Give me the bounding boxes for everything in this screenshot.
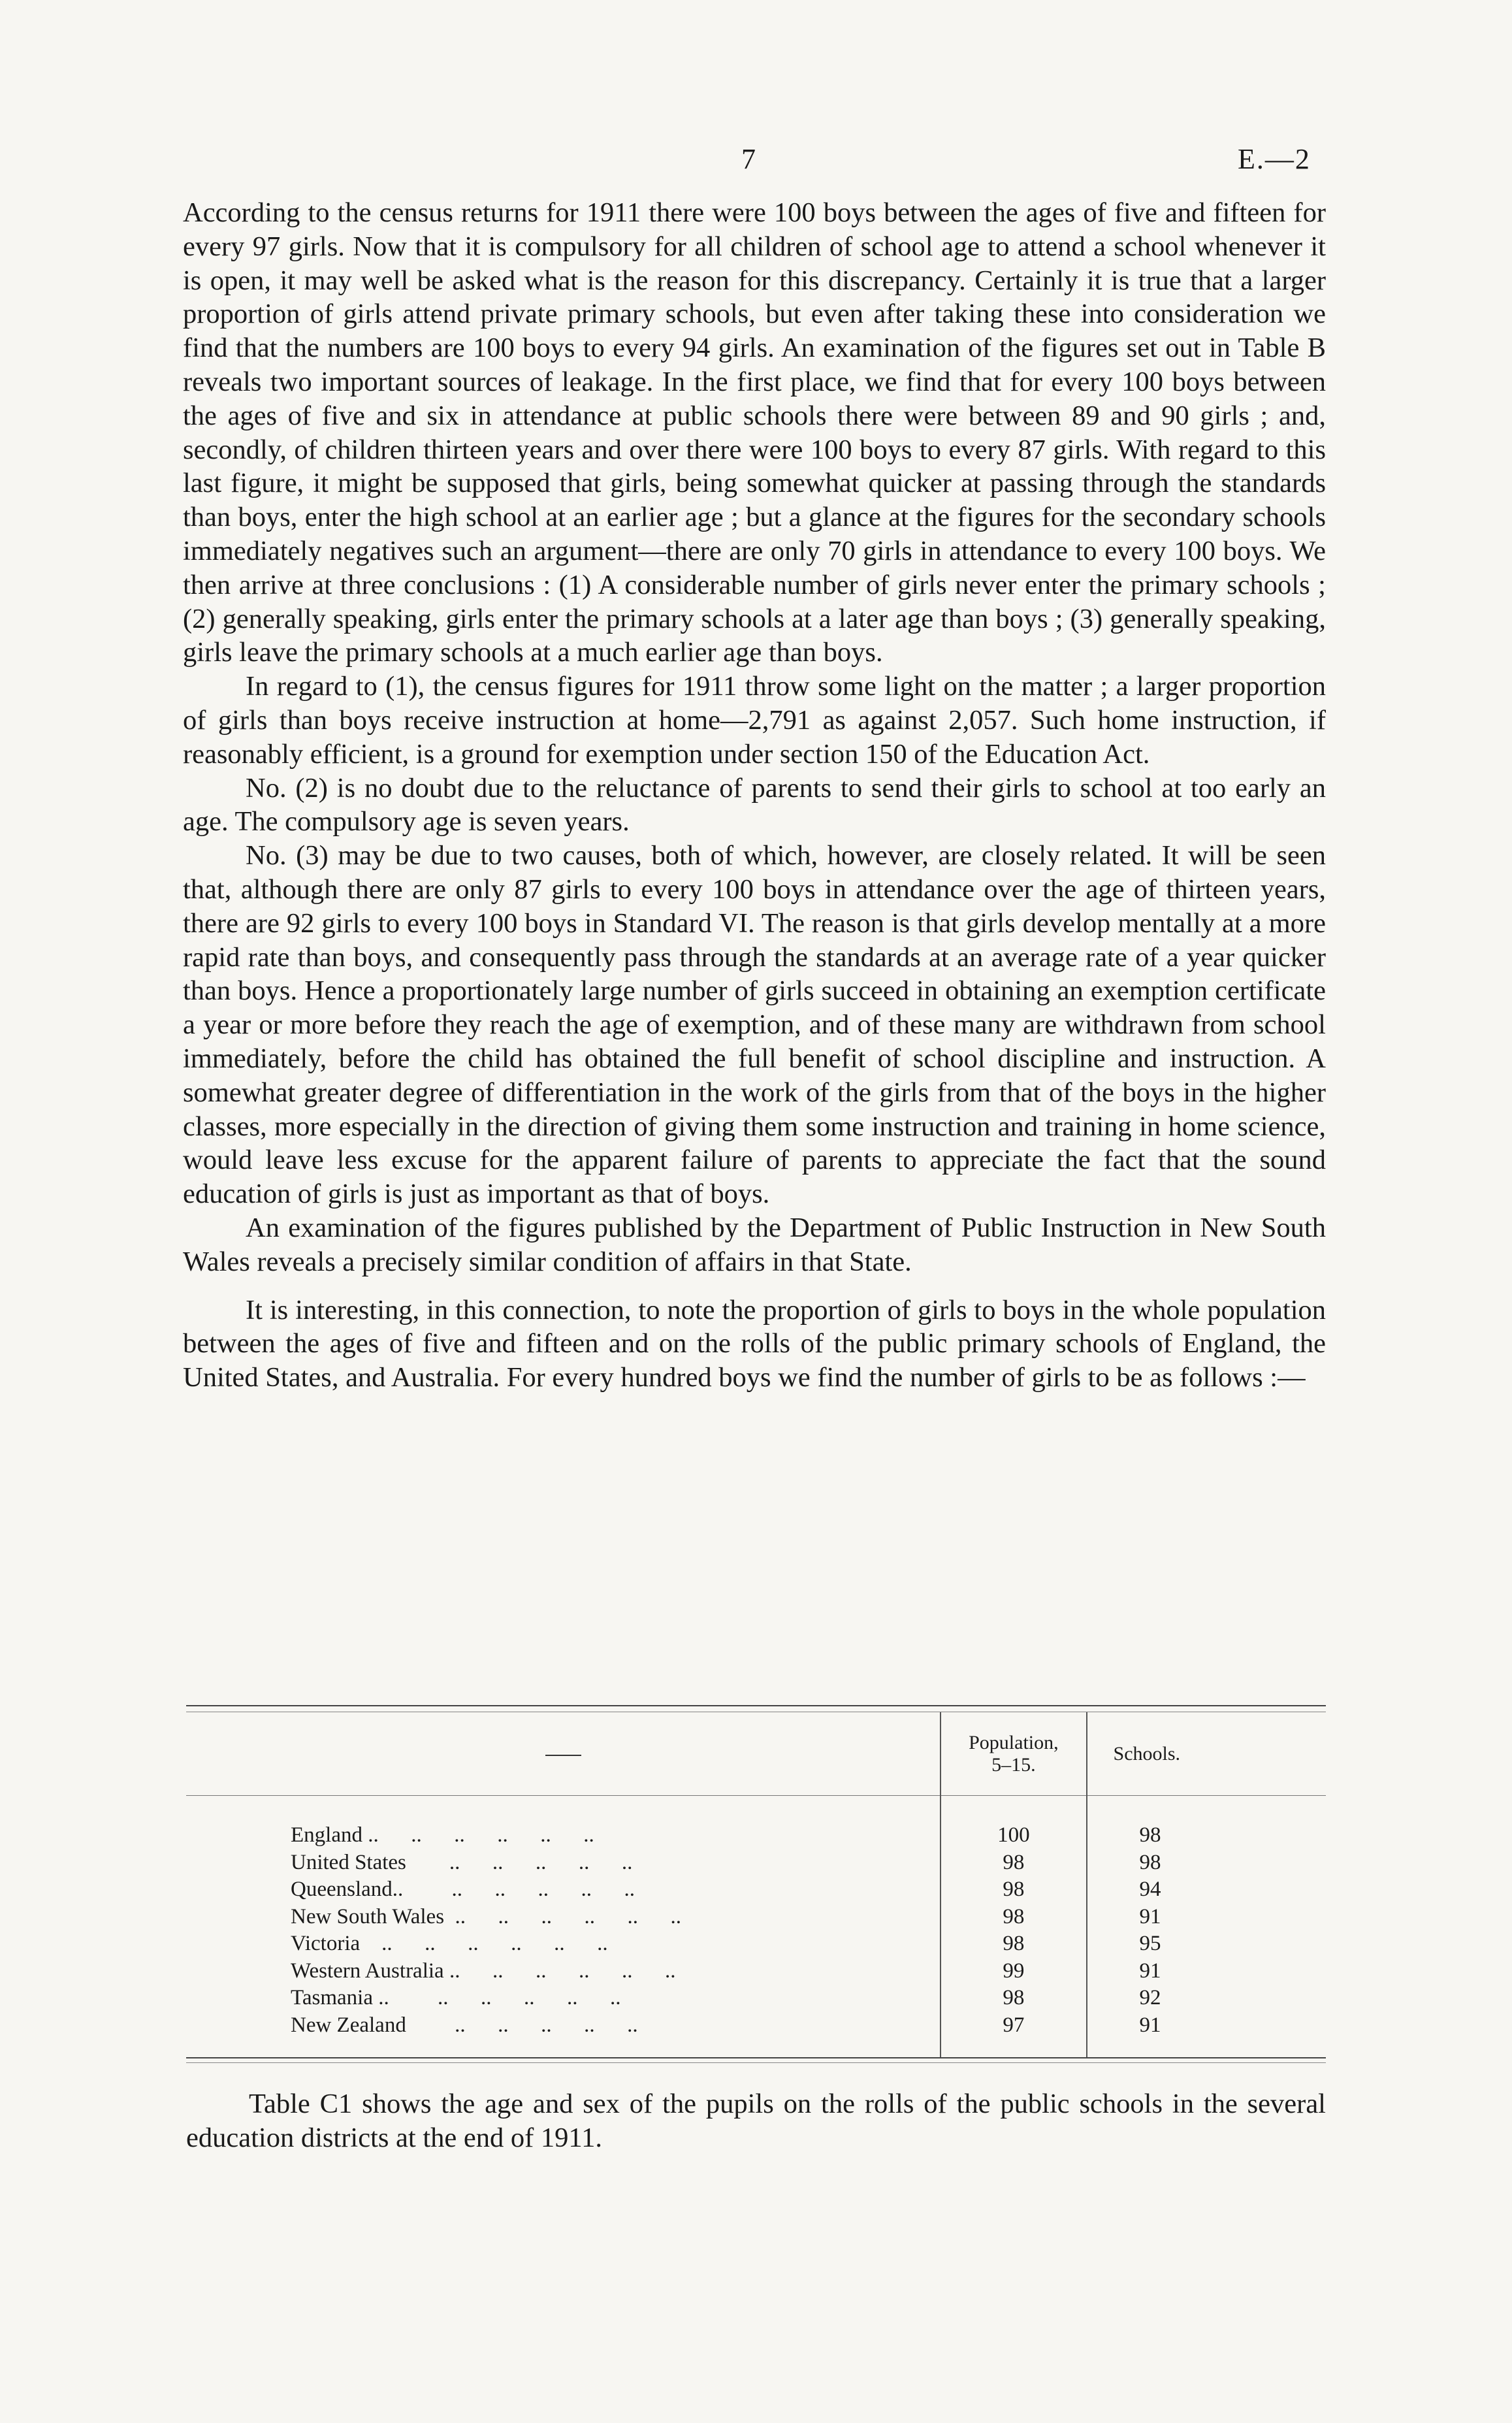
row-name: Queensland..	[291, 1878, 404, 1901]
row-schools: 91	[1139, 2013, 1161, 2037]
row-leader: .. .. .. .. ..	[403, 1878, 635, 1901]
document-code: E.—2	[1238, 143, 1311, 175]
row-schools: 98	[1139, 1823, 1161, 1847]
table-row	[186, 1904, 1326, 1931]
row-schools: 92	[1139, 1986, 1161, 2009]
row-leader: .. .. .. .. ..	[406, 1850, 633, 1874]
row-population: 100	[941, 1822, 1086, 1849]
table-row	[186, 1876, 1326, 1904]
table-row	[186, 1849, 1326, 1877]
proportion-table	[186, 1705, 1326, 2063]
row-leader: .. .. .. .. .. ..	[444, 1904, 682, 1928]
row-population: 98	[941, 1849, 1086, 1877]
header-population	[941, 1712, 1086, 1796]
row-schools: 91	[1139, 1959, 1161, 1983]
paragraph-nsw: An examination of the figures published by the Department of Public Instruction in New South Wales reveals a precisely similar condition of affairs in that State.	[183, 1212, 1326, 1277]
table-bottom-rule	[186, 2057, 1326, 2063]
row-population: 99	[941, 1958, 1086, 1985]
row-leader: .. .. .. .. ..	[389, 1986, 621, 2009]
paragraph-regard-1: In regard to (1), the census figures for 1911 throw some light on the matter ; a larger proportion of girls than boys receive instruction at home—2,791 as against 2,057. Such home instruction, if reasonably efficient, is a ground for exemption under section 150 of the Education Act.	[183, 671, 1326, 770]
body-text	[183, 196, 1326, 1395]
table-top-rule	[186, 1705, 1326, 1712]
closing-text	[186, 2087, 1326, 2155]
table-row	[186, 1985, 1326, 2012]
row-name: England	[291, 1823, 362, 1847]
row-population: 97	[941, 2012, 1086, 2040]
table-row	[186, 1958, 1326, 1985]
row-population: 98	[941, 1930, 1086, 1958]
row-schools: 95	[1139, 1932, 1161, 1955]
row-name: Victoria	[291, 1932, 361, 1955]
row-leader: .. .. .. .. .. ..	[360, 1932, 608, 1955]
row-population: 98	[941, 1876, 1086, 1904]
row-leader: .. .. .. .. .. ..	[362, 1823, 594, 1847]
table-row	[186, 2012, 1326, 2040]
table-row	[186, 1930, 1326, 1958]
header-population-line1: Population,	[969, 1731, 1059, 1753]
row-schools: 91	[1139, 1904, 1161, 1928]
row-leader: .. .. .. .. ..	[406, 2013, 638, 2037]
page-number: 7	[741, 143, 756, 175]
paragraph-interesting: It is interesting, in this connection, to note the proportion of girls to boys in the whole population between the ages of five and fifteen and on the rolls of the public primary schools of England, the United States, and Australia. For every hundred boys we find the number of girls to be as follows :—	[183, 1294, 1326, 1393]
row-name: Tasmania ..	[291, 1986, 389, 2009]
table-row	[186, 1822, 1326, 1849]
row-name: United States	[291, 1850, 406, 1874]
paragraph-no-2: No. (2) is no doubt due to the reluctance of parents to send their girls to school at too early an age. The compulsory age is seven years.	[183, 772, 1326, 837]
row-population: 98	[941, 1985, 1086, 2012]
row-schools: 98	[1139, 1850, 1161, 1874]
row-name: New Zealand	[291, 2013, 406, 2037]
paragraph-no-3: No. (3) may be due to two causes, both of which, however, are closely related. It will be seen that, although there are only 87 girls to every 100 boys in attendance over the age of thirteen years, there are 92 girls to every 100 boys in Standard VI. The reason is that girls develop mentally at a more rapid rate than boys, and consequently pass through the standards at an average rate of a year quicker than boys. Hence a proportionately large number of girls succeed in obtaining an exemption certificate a year or more before they reach the age of exemption, and of these many are withdrawn from school immediately, before the child has obtained the full benefit of school discipline and instruction. A somewhat greater degree of differentiation in the work of the girls from that of the boys in the higher classes, more especially in the direction of giving them some instruction and training in home science, would leave less excuse for the apparent failure of parents to appreciate the fact that the sound education of girls is just as important as that of boys.	[183, 840, 1326, 1210]
dash-mark	[545, 1755, 581, 1756]
table-header-blank	[186, 1712, 941, 1796]
row-schools: 94	[1139, 1878, 1161, 1901]
row-name: New South Wales	[291, 1904, 445, 1928]
paragraph-census: According to the census returns for 1911 there were 100 boys between the ages of five and fifteen for every 97 girls. Now that it is compulsory for all children of school age to attend a school whenever it is open, it may well be asked what is the reason for this discrepancy. Certainly it is true that a larger proportion of girls attend private primary schools, but even after taking these into consideration we find that the numbers are 100 boys to every 94 girls. An examination of the figures set out in Table B reveals two important sources of leakage. In the first place, we find that for every 100 boys between the ages of five and six in attendance at public schools there were between 89 and 90 girls ; and, secondly, of children thirteen years and over there were 100 boys to every 87 girls. With regard to this last figure, it might be supposed that girls, being somewhat quicker at passing through the standards than boys, enter the high school at an earlier age ; but a glance at the figures for the secondary schools immediately negatives such an argument—there are only 70 girls in attendance to every 100 boys. We then arrive at three conclusions : (1) A considerable number of girls never enter the primary schools ; (2) generally speaking, girls enter the primary schools at a later age than boys ; (3) generally speaking, girls leave the primary schools at a much earlier age than boys.	[183, 197, 1326, 668]
row-leader: .. .. .. .. .. ..	[443, 1959, 676, 1983]
paragraph-table-c1: Table C1 shows the age and sex of the pupils on the rolls of the public schools in the several education districts at the end of 1911.	[186, 2089, 1326, 2153]
header-schools: Schools.	[1113, 1742, 1181, 1764]
row-name: Western Australia	[291, 1959, 444, 1983]
header-population-line2: 5–15.	[991, 1753, 1036, 1776]
row-population: 98	[941, 1904, 1086, 1931]
